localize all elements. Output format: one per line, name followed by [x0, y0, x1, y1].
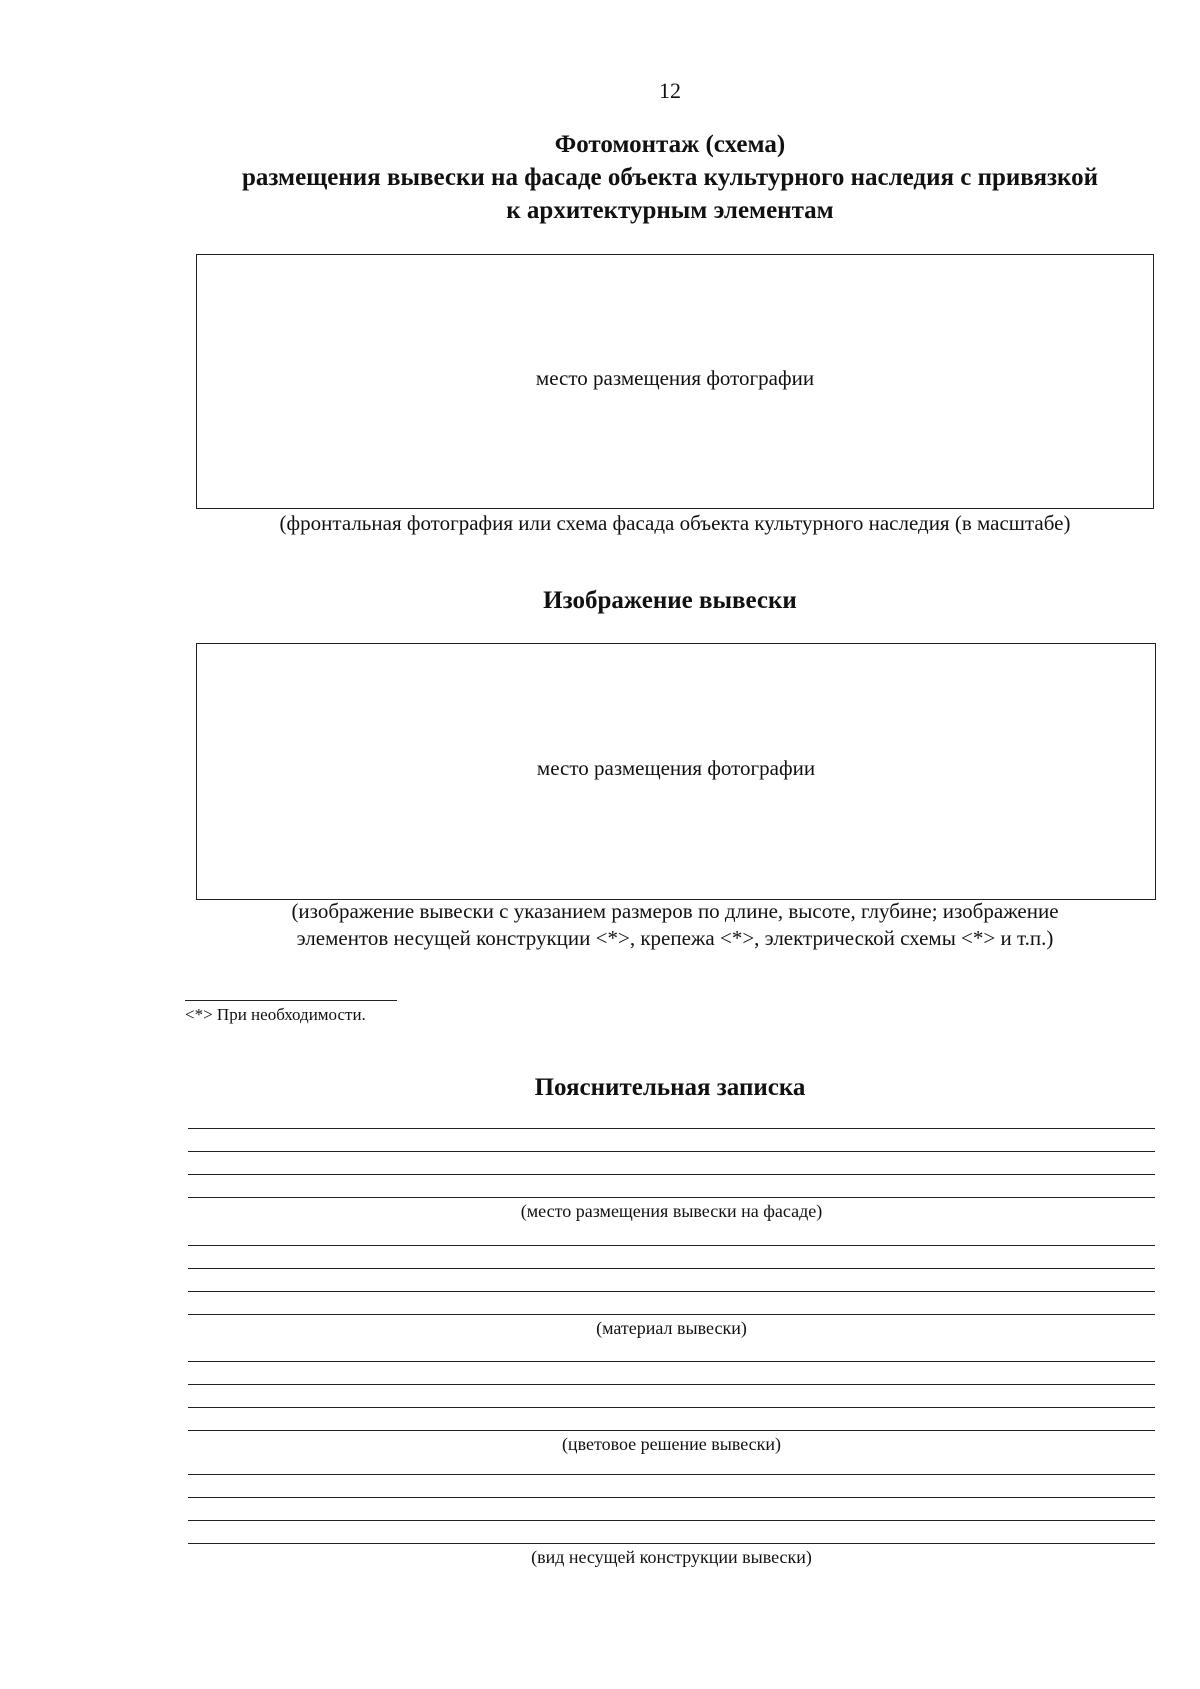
note-line[interactable] — [188, 1314, 1155, 1315]
note-line[interactable] — [188, 1197, 1155, 1198]
note-line[interactable] — [188, 1174, 1155, 1175]
note-line[interactable] — [188, 1128, 1155, 1129]
note-line[interactable] — [188, 1497, 1155, 1498]
page-number: 12 — [659, 78, 681, 103]
sign-photo-placeholder: место размещения фотографии — [536, 756, 816, 780]
sign-photo-frame — [196, 643, 1156, 900]
note-line[interactable] — [188, 1543, 1155, 1544]
document-title — [180, 128, 1160, 227]
note-line[interactable] — [188, 1384, 1155, 1385]
note-line[interactable] — [188, 1474, 1155, 1475]
note-line[interactable] — [188, 1151, 1155, 1152]
footnote-divider — [185, 1000, 397, 1001]
title-line-2: размещения вывески на фасаде объекта культурного наследия с привязкой — [241, 164, 1099, 191]
sign-image-heading: Изображение вывески — [543, 587, 797, 614]
note-line[interactable] — [188, 1407, 1155, 1408]
field-label-placement: (место размещения вывески на фасаде) — [520, 1201, 823, 1221]
sign-caption-line-2: элементов несущей конструкции <*>, крепежа <*>, электрической схемы <*> и т.п.) — [296, 926, 1054, 950]
explanatory-note-heading: Пояснительная записка — [534, 1074, 806, 1101]
note-line[interactable] — [188, 1245, 1155, 1246]
facade-photo-placeholder: место размещения фотографии — [535, 366, 815, 390]
note-line[interactable] — [188, 1268, 1155, 1269]
note-line[interactable] — [188, 1430, 1155, 1431]
title-line-1: Фотомонтаж (схема) — [554, 131, 786, 158]
facade-photo-frame — [196, 254, 1154, 509]
note-line[interactable] — [188, 1291, 1155, 1292]
sign-caption-line-1: (изображение вывески с указанием размеров по длине, высоте, глубине; изображение — [291, 899, 1059, 923]
field-label-structure: (вид несущей конструкции вывески) — [531, 1547, 812, 1567]
note-line[interactable] — [188, 1520, 1155, 1521]
facade-photo-caption: (фронтальная фотография или схема фасада объекта культурного наследия (в масштабе) — [279, 511, 1071, 535]
field-label-material: (материал вывески) — [596, 1318, 747, 1338]
field-label-color: (цветовое решение вывески) — [561, 1434, 782, 1454]
note-line[interactable] — [188, 1361, 1155, 1362]
sign-photo-caption — [230, 898, 1120, 952]
title-line-3: к архитектурным элементам — [506, 197, 834, 224]
footnote: <*> При необходимости. — [185, 1005, 366, 1024]
